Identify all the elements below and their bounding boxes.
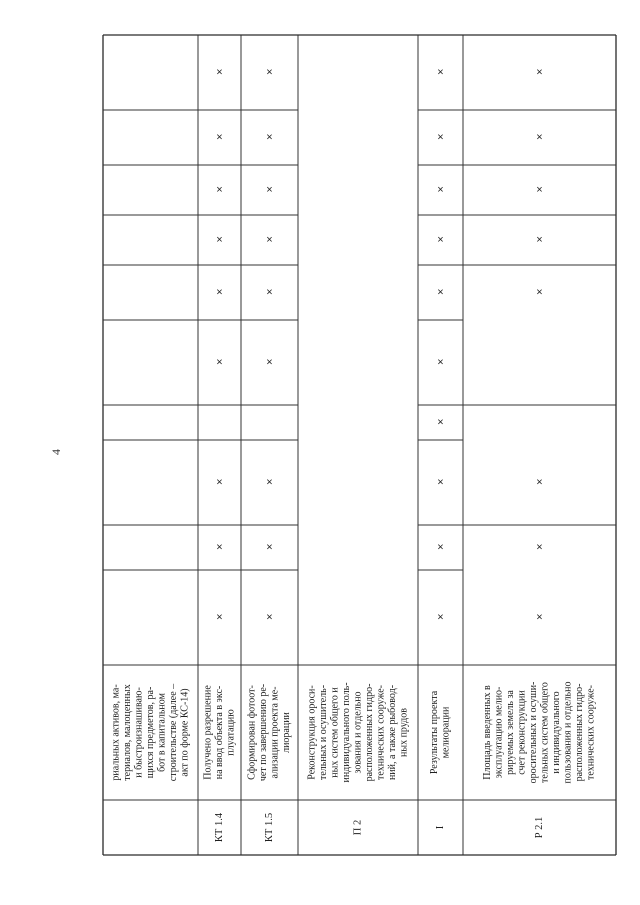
row-description-line: щихся предметов, ра- [144, 686, 156, 779]
row-description-line: плуатацию [225, 709, 237, 756]
row-description-line: оросительных и осуши- [528, 681, 540, 784]
row-description-line: ализации проекта ме- [269, 686, 281, 779]
row-description-line: териалов, малоценных [121, 684, 133, 781]
row-description-line: на ввод объекта в экс- [213, 685, 225, 780]
x-mark: × [437, 356, 444, 369]
table-row [306, 682, 409, 835]
x-mark: × [437, 541, 444, 554]
table-row [247, 66, 293, 842]
row-description-line: рируемых земель за [505, 690, 517, 775]
x-mark: × [216, 356, 223, 369]
x-mark: × [536, 286, 543, 299]
x-mark: × [266, 356, 273, 369]
row-description-line: риальных активов, ма- [110, 684, 122, 781]
x-mark: × [536, 541, 543, 554]
table-rows [110, 66, 596, 842]
row-code: КТ 1.4 [213, 812, 225, 843]
row-description-line: бот в капитальном [156, 693, 168, 772]
row-code: КТ 1.5 [263, 812, 275, 843]
table-row [429, 66, 452, 829]
x-mark: × [216, 541, 223, 554]
row-description-line: Сформирован фотоот- [246, 685, 258, 780]
row-description-line: технических сооруже- [375, 685, 387, 780]
row-code: П 2 [352, 819, 364, 836]
x-mark: × [216, 131, 223, 144]
row-code: I [434, 825, 446, 830]
row-description-line: ных систем общего и [329, 687, 341, 778]
row-description-line: Получено разрешение [202, 685, 214, 780]
x-mark: × [266, 233, 273, 246]
x-mark: × [437, 611, 444, 624]
row-description-line: расположенных гидро- [363, 683, 375, 782]
row-code: Р 2.1 [533, 816, 545, 839]
x-mark: × [536, 476, 543, 489]
row-description-line: технических сооруже- [585, 685, 597, 780]
x-mark: × [536, 611, 543, 624]
x-mark: × [266, 541, 273, 554]
x-mark: × [216, 233, 223, 246]
x-mark: × [216, 66, 223, 79]
row-description-line: ний, а также рыбовод- [386, 684, 398, 781]
row-description-line: и индивидуального [551, 691, 563, 774]
x-mark: × [437, 286, 444, 299]
x-mark: × [437, 416, 444, 429]
x-mark: × [216, 286, 223, 299]
x-mark: × [536, 66, 543, 79]
table-row [482, 66, 597, 838]
row-description-line: Результаты проекта [429, 690, 441, 775]
row-description-line: зования и отдельно [352, 691, 364, 774]
row-description-line: лиорации [281, 712, 293, 753]
x-mark: × [266, 183, 273, 196]
x-mark: × [266, 66, 273, 79]
x-mark: × [266, 476, 273, 489]
x-mark: × [437, 66, 444, 79]
x-mark: × [266, 131, 273, 144]
x-mark: × [437, 476, 444, 489]
x-mark: × [216, 476, 223, 489]
table-row [110, 683, 190, 781]
row-description-line: тельных и осушитель- [317, 684, 329, 781]
x-mark: × [437, 183, 444, 196]
x-mark: × [536, 131, 543, 144]
x-mark: × [536, 183, 543, 196]
x-mark: × [536, 233, 543, 246]
x-mark: × [437, 233, 444, 246]
row-description-line: пользования и отдельно [562, 681, 574, 784]
row-description-line: мелиорации [440, 706, 452, 759]
row-description-line: чет по завершению ре- [258, 683, 270, 782]
x-mark: × [216, 183, 223, 196]
row-description-line: расположенных гидро- [574, 683, 586, 782]
row-description-line: индивидуального поль- [340, 682, 352, 783]
row-description-line: строительстве (далее – [167, 683, 179, 782]
page-number: 4 [49, 449, 63, 455]
row-description-line: ных прудов [398, 708, 410, 757]
row-description-line: и быстроизнашиваю- [133, 687, 145, 778]
x-mark: × [437, 131, 444, 144]
row-description-line: тельных систем общего [539, 682, 551, 783]
row-description-line: эксплуатацию мелио- [493, 686, 505, 779]
x-mark: × [266, 611, 273, 624]
x-mark: × [216, 611, 223, 624]
row-description-line: счет реконструкции [516, 690, 528, 775]
x-mark: × [266, 286, 273, 299]
row-description-line: Площадь введенных в [482, 685, 494, 780]
row-description-line: акт по форме КС-14) [179, 688, 191, 777]
table-row [202, 66, 236, 842]
row-description-line: Реконструкция ороси- [306, 685, 318, 780]
